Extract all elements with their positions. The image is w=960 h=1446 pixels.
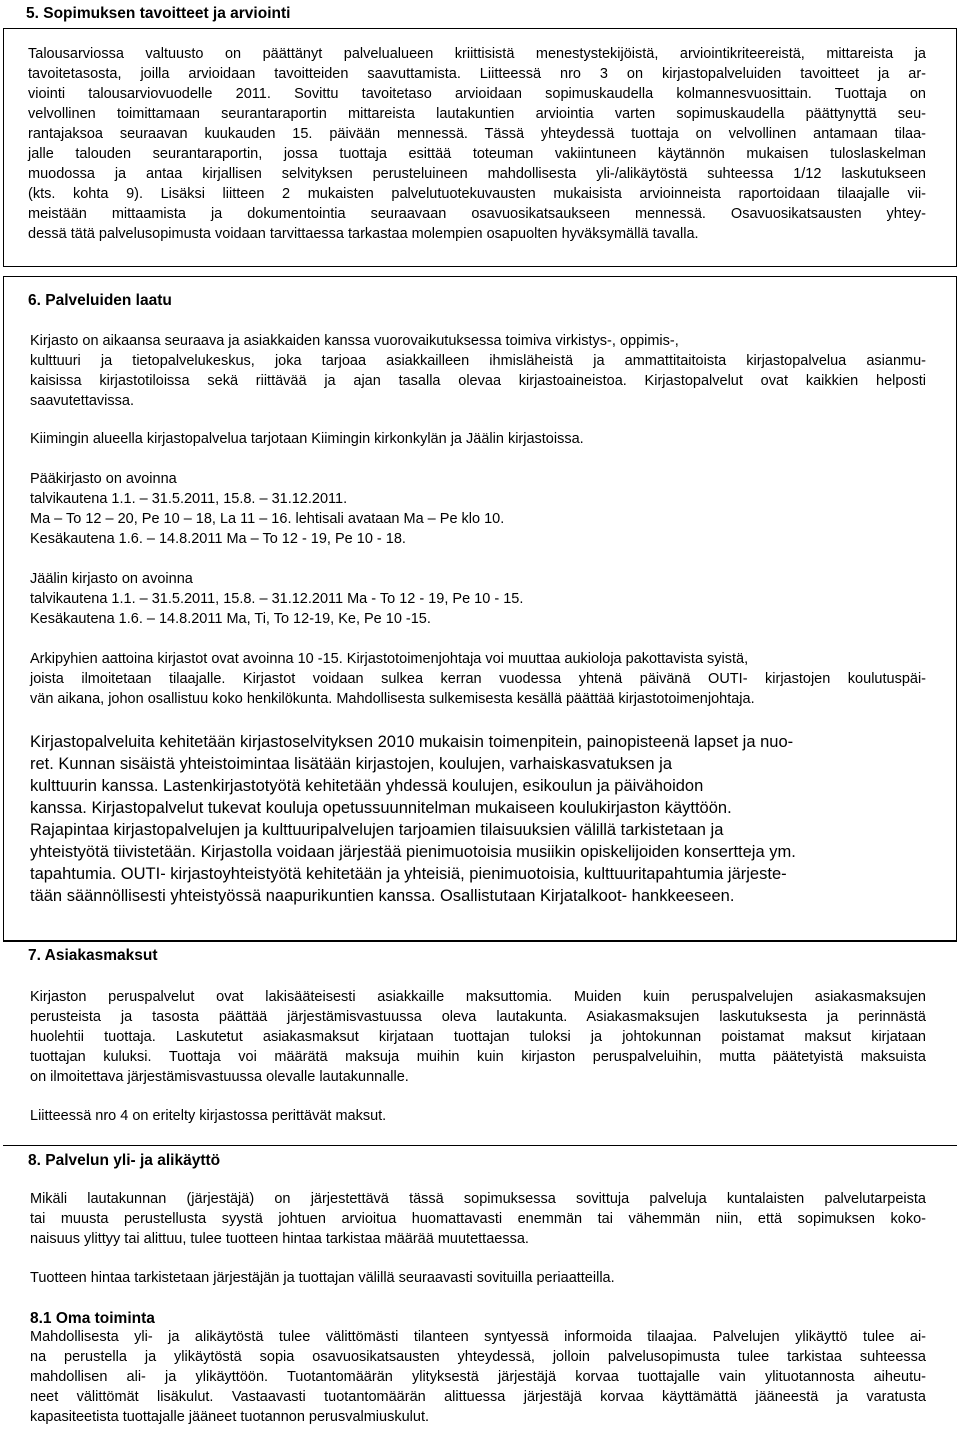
main-library-hours	[30, 469, 926, 549]
text-line: jalle talouden seurantaraportin, jossa tuottaja esittää toteuman vakiintuneen käytännön mukaisen tuloslaskelman	[28, 146, 926, 162]
text-line: naisuus ylittyy tai alittuu, tulee tuotteen hintaa tarkistaa määrää muutettaessa.	[30, 1231, 529, 1247]
section-7-heading: 7. Asiakasmaksut	[28, 947, 158, 964]
jaali-library-hours	[30, 569, 926, 629]
text-line: tään säännöllisesti yhteistyössä naapurikuntien kanssa. Osallistutaan Kirjatalkoot- hankkeeseen.	[30, 887, 735, 905]
text-line: rantajaksoa seuraavan kuukauden 15. päivään mennessä. Tässä yhteydessä tuottaja on velvollinen antamaan tilaa-	[28, 126, 926, 142]
text-line: na perustella ja ylikäytöstä sopia osavuosikatsausten yhteydessä, jolloin palvelusopimusta tulee tarkistaa suhteessa	[30, 1349, 926, 1365]
text-line: Liitteessä nro 4 on eritelty kirjastossa perittävät maksut.	[30, 1108, 387, 1124]
text-line: mahdollisen ali- ja ylikäyttöön. Tuotantomäärän ylityksestä järjestäjä korvaa tuottajalle vain ylituotannosta aiheutu-	[30, 1369, 926, 1385]
text-line: talvikautena 1.1. – 31.5.2011, 15.8. – 31.12.2011 Ma - To 12 - 19, Pe 10 - 15.	[30, 591, 524, 607]
text-line: Kirjasto on aikaansa seuraava ja asiakkaiden kanssa vuorovaikutuksessa toimiva virkistys-, oppimis-,	[30, 333, 679, 349]
section-6-intro-paragraph	[30, 331, 926, 411]
development-paragraph	[30, 731, 926, 907]
text-line: perusteista ja tasosta päättää järjestämisvastuussa oleva lautakunta. Asiakasmaksujen laskutuksesta ja perinnästä	[30, 1009, 926, 1025]
text-line: kapasiteetista tuottajalle jääneet tuotannon perusvalmiuskulut.	[30, 1409, 430, 1425]
text-line: neet välittömät lisäkulut. Vastaavasti tuotantomäärän alittuessa järjestäjä korvaa käyttämättä jääneestä ja varatusta	[30, 1389, 926, 1405]
text-line: talvikautena 1.1. – 31.5.2011, 15.8. – 31.12.2011.	[30, 491, 348, 507]
text-line: Pääkirjasto on avoinna	[30, 471, 177, 487]
text-line: ret. Kunnan sisäistä yhteistoimintaa lisätään kirjastojen, koulujen, varhaiskasvatuksen ja	[30, 755, 673, 773]
text-line: Mahdollisesta yli- ja alikäytöstä tulee välittömästi tilanteen syntyessä informoida tilaajaa. Palvelujen ylikäyttö tulee ai-	[30, 1329, 926, 1345]
section-5-paragraph	[28, 44, 926, 244]
text-line: dessä tätä palvelusopimusta voidaan tarvittaessa tarkastaa molempien osapuolten hyväksymällä tavalla.	[28, 226, 699, 242]
text-line: kaisissa kirjastotiloissa sekä riittävää ja ajan tasalla olevaa kirjastoaineistoa. Kirjastopalvelut ovat kaikkien helposti	[30, 373, 926, 389]
section-6-heading: 6. Palveluiden laatu	[28, 292, 172, 309]
section-6-area-paragraph	[30, 429, 926, 449]
text-line: yhteistyötä tiivistetään. Kirjastolla voidaan järjestää pienimuotoisia musiikin opiskelijoiden konsertteja ym.	[30, 843, 796, 861]
text-line: Rajapintaa kirjastopalvelujen ja kulttuuripalvelujen tarjoamien tilaisuuksien välillä tarkistetaan ja	[30, 821, 724, 839]
text-line: Ma – To 12 – 20, Pe 10 – 18, La 11 – 16. lehtisali avataan Ma – Pe klo 10.	[30, 511, 505, 527]
text-line: viointi talousarviovuodelle 2011. Sovittu tavoitetaso arvioidaan sopimuskaudella kolmannesvuosittain. Tuottaja on	[28, 86, 926, 102]
text-line: huolehtii tuottaja. Laskutetut asiakasmaksut kirjataan tuottajan tuloksi ja johtokunnan poistamat maksut kirjataan	[30, 1029, 926, 1045]
text-line: tuottajan kuluksi. Tuottaja voi määrätä maksuja muihin kuin kirjaston peruspalveluihin, mutta päätetyistä maksuista	[30, 1049, 926, 1065]
text-line: Talousarviossa valtuusto on päättänyt palvelualueen kriittisistä menestystekijöistä, arviointikriteereistä, mittareista ja	[28, 46, 926, 62]
section-8-heading: 8. Palvelun yli- ja alikäyttö	[28, 1152, 221, 1169]
text-line: tapahtumia. OUTI- kirjastoyhteistyötä kehitetään ja yhteisiä, pienimuotoisia, kulttuuritapahtumia järjeste-	[30, 865, 787, 883]
text-line: Arkipyhien aattoina kirjastot ovat avoinna 10 -15. Kirjastotoimenjohtaja voi muuttaa aukioloja pakottavista syistä,	[30, 651, 749, 667]
text-line: Mikäli lautakunnan (järjestäjä) on järjestettävä tässä sopimuksessa sovittuja palveluja kuntalaisten palvelutarpeista	[30, 1191, 926, 1207]
text-line: Kirjaston peruspalvelut ovat lakisääteisesti asiakkaille maksuttomia. Muiden kuin peruspalvelujen asiakasmaksujen	[30, 989, 926, 1005]
text-line: Jäälin kirjasto on avoinna	[30, 571, 193, 587]
text-line: Kiimingin alueella kirjastopalvelua tarjotaan Kiimingin kirkonkylän ja Jäälin kirjastoissa.	[30, 431, 584, 447]
text-line: meistään mittaamista ja dokumentointia seuraavaan osavuosikatsaukseen mennessä. Osavuosikatsausten yhtey-	[28, 206, 926, 222]
text-line: Kirjastopalveluita kehitetään kirjastoselvityksen 2010 mukaisin toimenpitein, painopisteenä lapset ja nuo-	[30, 733, 794, 751]
holiday-hours-paragraph	[30, 649, 926, 709]
text-line: muodossa ja antaa kirjallisen selvityksen perusteluineen mahdollisesta yli-/alikäytöstä suhteessa 1/12 laskutukseen	[28, 166, 926, 182]
text-line: velvollinen toimittamaan seurantaraportin mittareista lautakuntien arviointia varten sopimuskaudella päättynyttä seu-	[28, 106, 926, 122]
section-5-heading: 5. Sopimuksen tavoitteet ja arviointi	[26, 5, 291, 22]
section-8-1-heading: 8.1 Oma toiminta	[30, 1310, 155, 1327]
text-line: vän aikana, johon osallistuu koko henkilökunta. Mahdollisesta sulkemisesta kesällä päättää kirjastotoimenjohtaja.	[30, 691, 755, 707]
text-line: kulttuurin kanssa. Lastenkirjastotyötä kehitetään yhdessä koulujen, esikoulun ja päivähoidon	[30, 777, 704, 795]
section-8-paragraph	[30, 1189, 926, 1249]
text-line: saavutettavissa.	[30, 393, 134, 409]
section-7-paragraph	[30, 987, 926, 1087]
text-line: tavoitetasosta, joilla arvioidaan tavoitteiden saavuttamista. Liitteessä nro 3 on kirjastopalveluiden tavoitteet ja ar-	[28, 66, 926, 82]
section-7-appendix-note	[30, 1106, 926, 1126]
section-8-principles	[30, 1268, 926, 1288]
text-line: Kesäkautena 1.6. – 14.8.2011 Ma, Ti, To 12-19, Ke, Pe 10 -15.	[30, 611, 431, 627]
text-line: Tuotteen hintaa tarkistetaan järjestäjän ja tuottajan välillä seuraavasti sovituilla periaatteilla.	[30, 1270, 615, 1286]
text-line: Kesäkautena 1.6. – 14.8.2011 Ma – To 12 - 19, Pe 10 - 18.	[30, 531, 406, 547]
section-7-divider	[3, 941, 957, 942]
text-line: (kts. kohta 9). Lisäksi liitteen 2 mukaisten palvelutuotekuvausten mukaisista arvioinneista raportoidaan tilaajalle vii-	[28, 186, 926, 202]
section-8-divider	[3, 1145, 957, 1146]
text-line: kanssa. Kirjastopalvelut tukevat kouluja opetussuunnitelman mukaiseen koulukirjaston käyttöön.	[30, 799, 732, 817]
text-line: tai muusta perustellusta syystä johtuen arvioitua huomattavasti enemmän tai vähemmän niin, että sopimuksen koko-	[30, 1211, 926, 1227]
section-8-1-paragraph	[30, 1327, 926, 1427]
text-line: on ilmoitettava järjestämisvastuussa olevalle lautakunnalle.	[30, 1069, 409, 1085]
text-line: joista ilmoitetaan tilaajalle. Kirjastot voidaan sulkea kerran vuodessa yhtenä päivänä OUTI- kirjastojen koulutuspäi-	[30, 671, 926, 687]
text-line: kulttuuri ja tietopalvelukeskus, joka tarjoaa asiakkailleen ihmisläheistä ja ammattitaitoista kirjastopalvelua asianmu-	[30, 353, 926, 369]
